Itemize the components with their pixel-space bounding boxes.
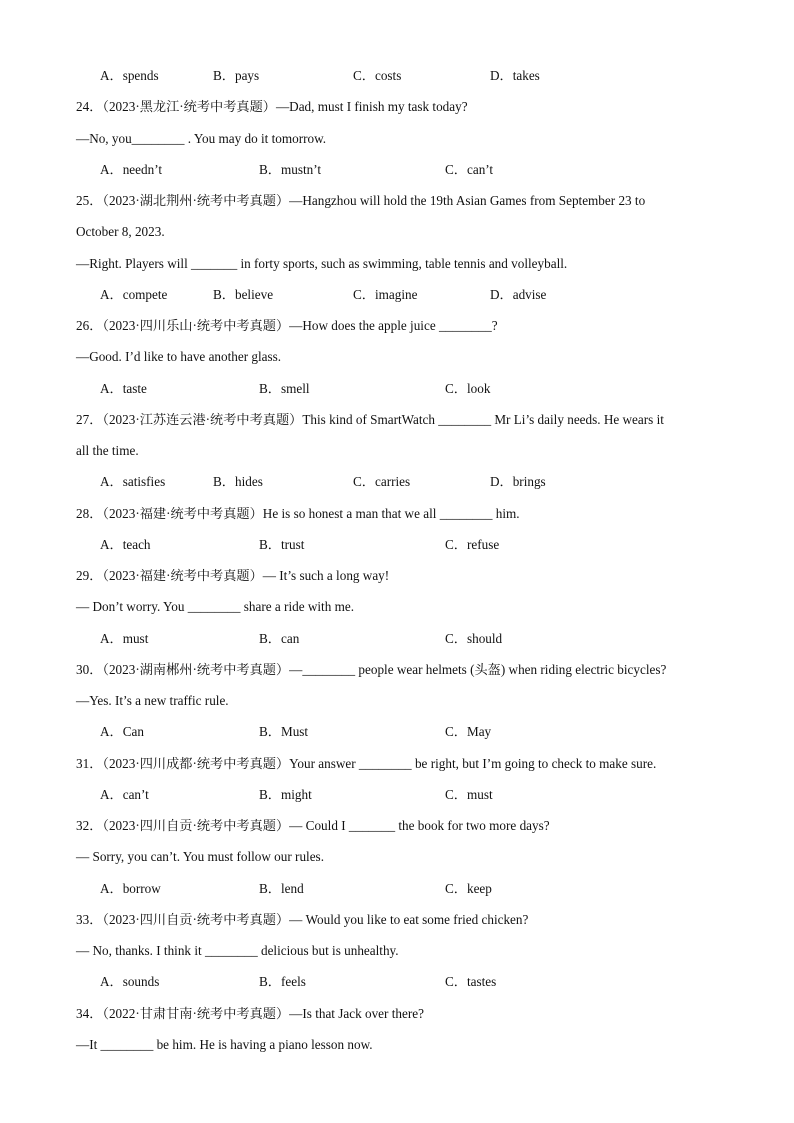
option-b: B．believe [213, 287, 274, 302]
question-text-line: 32．（2023·四川自贡·统考中考真题）— Could I _______ the book for two more days? [76, 818, 550, 833]
option-c: C．should [445, 631, 503, 646]
option-d: D．advise [490, 287, 547, 302]
question-text-line: 28．（2023·福建·统考中考真题）He is so honest a man that we all ________ him. [76, 506, 520, 521]
question-text-line: all the time. [76, 443, 139, 458]
option-c: C．costs [353, 68, 402, 83]
option-b: B．might [259, 787, 312, 802]
option-b: B．trust [259, 537, 305, 552]
option-b: B．pays [213, 68, 260, 83]
option-a: A．teach [100, 537, 151, 552]
option-b: B．Must [259, 724, 309, 739]
question-text-line: — Sorry, you can’t. You must follow our rules. [76, 849, 324, 864]
question-text-line: 25．（2023·湖北荆州·统考中考真题）—Hangzhou will hold the 19th Asian Games from September 23 to [76, 193, 646, 208]
question-text-line: 31．（2023·四川成都·统考中考真题）Your answer ________ be right, but I’m going to check to make sure. [76, 756, 657, 771]
option-c: C．must [445, 787, 493, 802]
option-a: A．needn’t [100, 162, 163, 177]
question-text-line: 29．（2023·福建·统考中考真题）— It’s such a long way! [76, 568, 390, 583]
question-text-line: October 8, 2023. [76, 224, 165, 239]
option-c: C．can’t [445, 162, 494, 177]
option-c: C．refuse [445, 537, 500, 552]
option-a: A．Can [100, 724, 144, 739]
option-d: D．takes [490, 68, 540, 83]
question-text-line: 27．（2023·江苏连云港·统考中考真题）This kind of SmartWatch ________ Mr Li’s daily needs. He wears it [76, 412, 664, 427]
question-text-line: —Right. Players will _______ in forty sports, such as swimming, table tennis and volleyball. [76, 256, 568, 271]
question-text-line: —It ________ be him. He is having a piano lesson now. [76, 1037, 373, 1052]
option-d: D．brings [490, 474, 546, 489]
option-c: C．keep [445, 881, 492, 896]
option-a: A．can’t [100, 787, 149, 802]
option-a: A．compete [100, 287, 168, 302]
option-b: B．mustn’t [259, 162, 322, 177]
option-a: A．taste [100, 381, 147, 396]
option-c: C．imagine [353, 287, 418, 302]
question-text-line: 24．（2023·黑龙江·统考中考真题）—Dad, must I finish my task today? [76, 99, 468, 114]
question-text-line: 26．（2023·四川乐山·统考中考真题）—How does the apple juice ________? [76, 318, 498, 333]
option-b: B．can [259, 631, 300, 646]
question-text-line: —No, you________ . You may do it tomorrow. [76, 131, 327, 146]
option-a: A．spends [100, 68, 159, 83]
question-text-line: 33．（2023·四川自贡·统考中考真题）— Would you like to eat some fried chicken? [76, 912, 529, 927]
question-text-line: — No, thanks. I think it ________ delicious but is unhealthy. [76, 943, 399, 958]
option-a: A．satisfies [100, 474, 166, 489]
option-a: A．must [100, 631, 149, 646]
option-c: C．look [445, 381, 491, 396]
option-b: B．hides [213, 474, 263, 489]
question-text-line: 34．（2022·甘肃甘南·统考中考真题）—Is that Jack over there? [76, 1006, 424, 1021]
question-text-line: — Don’t worry. You ________ share a ride with me. [76, 599, 355, 614]
option-b: B．lend [259, 881, 304, 896]
option-c: C．May [445, 724, 492, 739]
question-text-line: 30．（2023·湖南郴州·统考中考真题）—________ people wear helmets (头盔) when riding electric bicycles? [76, 662, 667, 677]
option-c: C．tastes [445, 974, 497, 989]
option-a: A．borrow [100, 881, 161, 896]
option-b: B．smell [259, 381, 310, 396]
question-text-line: —Yes. It’s a new traffic rule. [76, 693, 229, 708]
option-b: B．feels [259, 974, 306, 989]
option-c: C．carries [353, 474, 411, 489]
option-a: A．sounds [100, 974, 160, 989]
question-text-line: —Good. I’d like to have another glass. [76, 349, 282, 364]
